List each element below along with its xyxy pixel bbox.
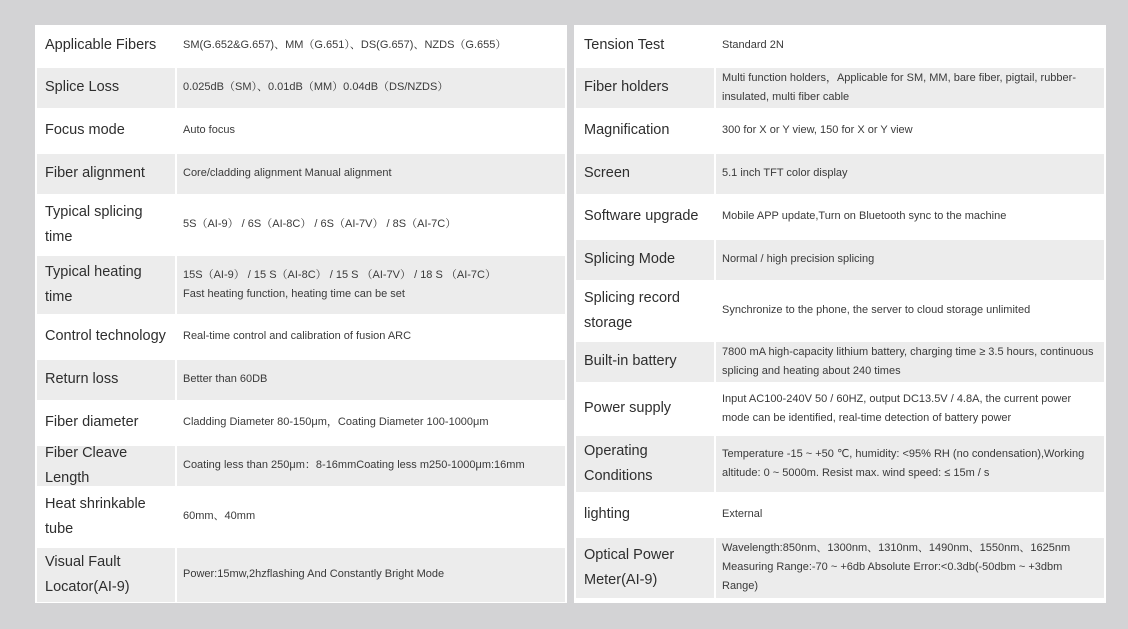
left-spec-row	[37, 548, 565, 602]
spec-label: Splicing Mode	[576, 240, 714, 280]
spec-value-cell	[716, 154, 1104, 194]
right-spec-table	[574, 25, 1106, 603]
left-spec-row	[37, 360, 565, 400]
spec-value-cell	[716, 538, 1104, 598]
spec-label: lighting	[584, 506, 630, 522]
left-spec-row	[37, 256, 565, 314]
spec-label: Typical heating time	[37, 256, 175, 314]
right-spec-row	[576, 436, 1104, 492]
right-spec-row	[576, 538, 1104, 598]
right-spec-row	[576, 197, 1104, 237]
spec-value-cell	[716, 111, 1104, 151]
spec-label: Splicing record storage	[584, 289, 680, 331]
spec-value: 5.1 inch TFT color display	[722, 167, 848, 179]
spec-label: Return loss	[37, 360, 175, 400]
spec-label: Control technology	[45, 328, 166, 344]
spec-label: Tension Test	[584, 37, 665, 53]
spec-value-cell	[177, 197, 565, 253]
spec-label: Fiber alignment	[37, 154, 175, 194]
spec-value: External	[722, 508, 763, 520]
spec-value-cell	[177, 317, 565, 357]
spec-value-cell	[716, 68, 1104, 108]
spec-label: Fiber diameter	[45, 414, 139, 430]
left-spec-row	[37, 197, 565, 253]
right-spec-row	[576, 68, 1104, 108]
spec-value: Coating less than 250μm：8-16mmCoating less m250-1000μm:16mm	[183, 459, 525, 471]
spec-value: Power:15mw,2hzflashing And Constantly Bright Mode	[183, 568, 445, 580]
spec-value: Input AC100-240V 50 / 60HZ, output DC13.5V / 4.8A, the current power mode can be identified, real-time detection of battery power	[722, 392, 1072, 424]
spec-value: Synchronize to the phone, the server to cloud storage unlimited	[722, 304, 1031, 316]
spec-value-cell	[177, 403, 565, 443]
left-spec-row	[37, 68, 565, 108]
spec-value-cell	[716, 495, 1104, 535]
left-spec-row	[37, 27, 565, 65]
spec-label: Applicable Fibers	[45, 37, 157, 53]
spec-label: Magnification	[584, 122, 670, 138]
left-spec-panel	[35, 25, 567, 603]
spec-value-cell	[177, 548, 565, 602]
spec-value-cell	[716, 197, 1104, 237]
spec-label: Power supply	[584, 400, 672, 416]
right-spec-panel	[574, 25, 1106, 603]
spec-value-cell	[177, 446, 565, 486]
spec-label: Operating Conditions	[576, 436, 714, 492]
spec-value: 300 for X or Y view, 150 for X or Y view	[722, 124, 913, 136]
spec-value-cell	[177, 111, 565, 151]
spec-value: 15S（AI-9） / 15 S（AI-8C） / 15 S （AI-7V） / 18 S （AI-7C） Fast heating function, heating time can be set	[183, 268, 496, 300]
left-spec-table	[35, 25, 567, 603]
spec-label: Splice Loss	[37, 68, 175, 108]
left-spec-row	[37, 446, 565, 486]
spec-value: SM(G.652&G.657)、MM（G.651）、DS(G.657)、NZDS（G.655）	[183, 39, 507, 51]
spec-value: Auto focus	[183, 124, 235, 136]
right-spec-row	[576, 27, 1104, 65]
left-spec-row	[37, 403, 565, 443]
spec-value: Temperature -15 ~ +50 ℃, humidity: <95% RH (no condensation),Working altitude: 0 ~ 5000m. Resist max. wind speed: ≤ 15m / s	[722, 447, 1085, 479]
spec-value-cell	[177, 68, 565, 108]
left-spec-row	[37, 154, 565, 194]
spec-label: Heat shrinkable tube	[45, 495, 146, 537]
right-spec-row	[576, 154, 1104, 194]
left-spec-row	[37, 489, 565, 545]
right-spec-row	[576, 283, 1104, 339]
right-spec-row	[576, 240, 1104, 280]
spec-value: Better than 60DB	[183, 373, 268, 385]
spec-label: Built-in battery	[576, 342, 714, 382]
spec-label: Software upgrade	[584, 208, 699, 224]
spec-value-cell	[716, 342, 1104, 382]
spec-label: Fiber holders	[576, 68, 714, 108]
spec-label: Optical Power Meter(AI-9)	[576, 538, 714, 598]
spec-value-cell	[177, 154, 565, 194]
spec-label: Visual Fault Locator(AI-9)	[37, 548, 175, 602]
spec-value: Standard 2N	[722, 39, 784, 51]
right-spec-row	[576, 495, 1104, 535]
spec-label: Fiber Cleave Length	[37, 446, 175, 486]
spec-value: 0.025dB（SM）、0.01dB（MM）0.04dB（DS/NZDS）	[183, 81, 449, 93]
spec-value-cell	[177, 489, 565, 545]
left-spec-row	[37, 317, 565, 357]
spec-value: Mobile APP update,Turn on Bluetooth sync to the machine	[722, 210, 1007, 222]
spec-value: Normal / high precision splicing	[722, 253, 875, 265]
spec-value-cell	[177, 256, 565, 314]
spec-value-cell	[177, 27, 565, 65]
spec-label: Focus mode	[45, 122, 125, 138]
spec-label: Typical splicing time	[45, 203, 143, 245]
right-spec-row	[576, 111, 1104, 151]
spec-value-cell	[716, 240, 1104, 280]
spec-value-cell	[716, 436, 1104, 492]
right-spec-row	[576, 342, 1104, 382]
spec-value: 60mm、40mm	[183, 510, 256, 522]
left-spec-row	[37, 111, 565, 151]
spec-value: Multi function holders，Applicable for SM, MM, bare fiber, pigtail, rubber-insulated, multi fiber cable	[722, 71, 1076, 103]
spec-value: 5S（AI-9） / 6S（AI-8C） / 6S（AI-7V） / 8S（AI-7C）	[183, 218, 457, 230]
spec-value: Real-time control and calibration of fusion ARC	[183, 330, 412, 342]
spec-label: Screen	[576, 154, 714, 194]
spec-value-cell	[177, 360, 565, 400]
spec-value: Cladding Diameter 80-150μm，Coating Diameter 100-1000μm	[183, 416, 489, 428]
spec-value: Wavelength:850nm、1300nm、1310nm、1490nm、1550nm、1625nm Measuring Range:-70 ~ +6db Absolute Error:<0.3db(-50dbm ~ +3dbm Range)	[722, 542, 1071, 592]
spec-value: Core/cladding alignment Manual alignment	[183, 167, 392, 179]
right-spec-row	[576, 385, 1104, 433]
spec-value-cell	[716, 27, 1104, 65]
spec-value: 7800 mA high-capacity lithium battery, charging time ≥ 3.5 hours, continuous splicing and heating about 240 times	[722, 345, 1094, 377]
spec-value-cell	[716, 283, 1104, 339]
spec-value-cell	[716, 385, 1104, 433]
